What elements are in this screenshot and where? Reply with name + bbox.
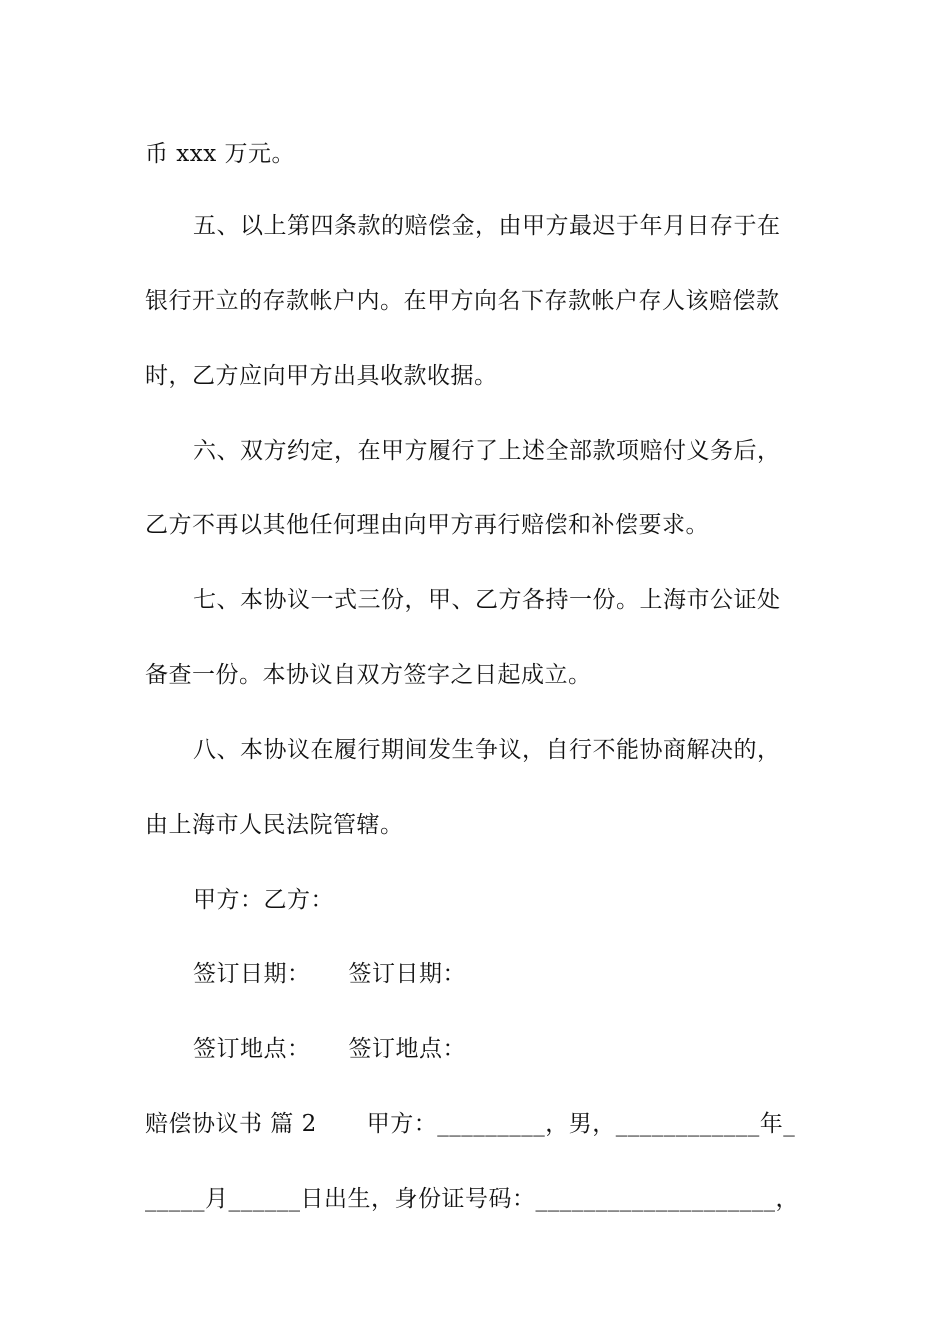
clause-seven-line-1: 七、本协议一式三份，甲、乙方各持一份。上海市公证处: [193, 587, 781, 613]
party-signature-line: 甲方：乙方：: [193, 887, 334, 913]
signature-date-right: 签订日期：: [348, 961, 466, 987]
signature-date-left: 签订日期：: [193, 961, 311, 987]
signature-place-right: 签订地点：: [348, 1036, 466, 1062]
clause-five-line-3: 时，乙方应向甲方出具收款收据。: [145, 363, 498, 389]
clause-six-line-2: 乙方不再以其他任何理由向甲方再行赔偿和补偿要求。: [145, 512, 709, 538]
clause-five-line-1: 五、以上第四条款的赔偿金，由甲方最迟于年月日存于在: [193, 213, 781, 239]
clause-six-line-1: 六、双方约定，在甲方履行了上述全部款项赔付义务后，: [193, 438, 781, 464]
clause-eight-line-2: 由上海市人民法院管辖。: [145, 812, 404, 838]
clause-five-line-2: 银行开立的存款帐户内。在甲方向名下存款帐户存人该赔偿款: [145, 288, 780, 314]
signature-place-left: 签订地点：: [193, 1036, 311, 1062]
clause-eight-line-1: 八、本协议在履行期间发生争议，自行不能协商解决的，: [193, 737, 781, 763]
section-title-line: [145, 1109, 815, 1139]
text-line-currency: 币 xxx 万元。: [145, 141, 296, 167]
signature-place-line: [193, 1034, 863, 1064]
section-title: 赔偿协议书 篇 2: [145, 1111, 317, 1137]
signature-date-line: [193, 959, 863, 989]
birth-id-line: _____月______日出生，身份证号码：____________________，: [145, 1186, 799, 1212]
party-a-info: 甲方：_________，男，____________年_: [366, 1111, 796, 1137]
clause-seven-line-2: 备查一份。本协议自双方签字之日起成立。: [145, 662, 592, 688]
